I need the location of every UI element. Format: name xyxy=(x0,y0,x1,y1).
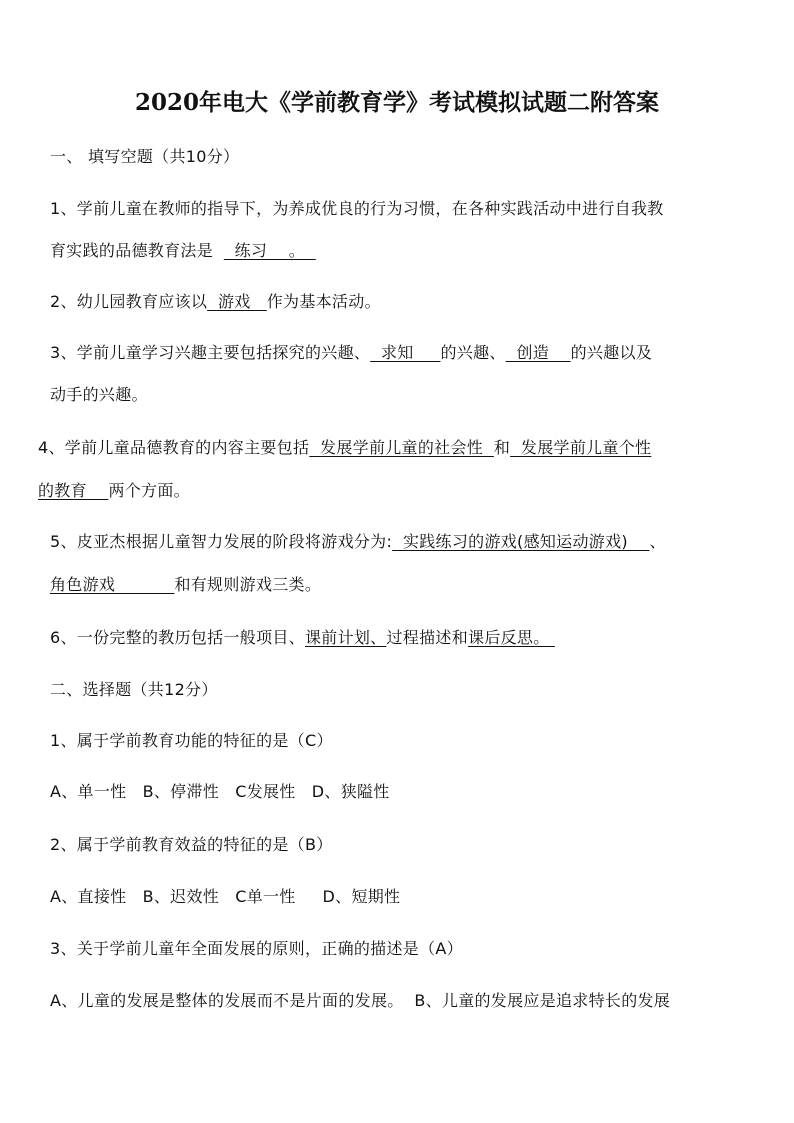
q6-answer1: 课前计划、 xyxy=(304,628,387,647)
q3-answer2: 创造 xyxy=(505,343,571,362)
q5-line1 xyxy=(50,531,666,553)
q4-line2-answer: 的教育 xyxy=(38,481,109,500)
q4-answer1: 发展学前儿童的社会性 xyxy=(309,438,494,457)
mc-q1-stem: 1、属于学前教育功能的特征的是（C） xyxy=(50,731,333,750)
mc-q3-stem: 3、关于学前儿童年全面发展的原则，正确的描述是（A） xyxy=(50,939,463,958)
q6-prefix: 6、一份完整的教历包括一般项目、 xyxy=(50,628,305,647)
document-title: 2020年电大《学前教育学》考试模拟试题二附答案 xyxy=(134,89,659,116)
mc-q1-options-text: A、单一性 B、停滞性 C发展性 D、狭隘性 xyxy=(50,782,390,801)
q5-prefix: 5、皮亚杰根据儿童智力发展的阶段将游戏分为: xyxy=(50,532,393,551)
q2-suffix: 作为基本活动。 xyxy=(266,292,381,311)
q4-line1 xyxy=(38,437,651,459)
q2-prefix: 2、幼儿园教育应该以 xyxy=(50,292,208,311)
q6-line xyxy=(50,627,555,649)
mc-q2-stem: 2、属于学前教育效益的特征的是（B） xyxy=(50,835,333,854)
mc-q3-options-text: A、儿童的发展是整体的发展而不是片面的发展。 B、儿童的发展应是追求特长的发展 xyxy=(50,991,671,1010)
q1-line2-text: 育实践的品德教育法是 xyxy=(50,241,214,260)
q5-line2-answer: 角色游戏 xyxy=(50,575,175,594)
mc-q3-options xyxy=(50,990,670,1012)
q4-line2-suffix: 两个方面。 xyxy=(108,481,190,500)
mc-q1-options xyxy=(50,781,390,803)
q1-line1: 1、学前儿童在教师的指导下，为养成优良的行为习惯，在各种实践活动中进行自我教 xyxy=(50,199,664,218)
q4-answer2: 发展学前儿童个性 xyxy=(510,438,652,457)
mc-q2-options-text: A、直接性 B、迟效性 C单一性 D、短期性 xyxy=(50,887,401,906)
q3-middle: 的兴趣、 xyxy=(440,343,506,362)
section1-heading: 一、 填写空题（共10分） xyxy=(50,147,240,166)
q5-middle: 、 xyxy=(649,532,666,551)
q2-answer: 游戏 xyxy=(207,292,267,311)
q5-line2-suffix: 和有规则游戏三类。 xyxy=(174,575,322,594)
q4-prefix: 4、学前儿童品德教育的内容主要包括 xyxy=(38,438,310,457)
q4-middle: 和 xyxy=(493,438,511,457)
q5-line2 xyxy=(50,574,321,596)
q3-prefix: 3、学前儿童学习兴趣主要包括探究的兴趣、 xyxy=(50,343,371,362)
q3-line1 xyxy=(50,342,652,364)
q1-line2 xyxy=(50,240,316,262)
q5-answer1: 实践练习的游戏(感知运动游戏) xyxy=(392,532,650,551)
q4-line2 xyxy=(38,480,190,502)
mc-q2-options xyxy=(50,886,400,908)
q1-answer: 练习 。 xyxy=(223,241,316,260)
q6-middle: 过程描述和 xyxy=(386,628,469,647)
q6-answer2: 课后反思。 xyxy=(468,628,555,647)
section2-heading: 二、选择题（共12分） xyxy=(50,680,218,699)
q3-suffix: 的兴趣以及 xyxy=(570,343,653,362)
q3-answer1: 求知 xyxy=(370,343,441,362)
q3-line2: 动手的兴趣。 xyxy=(50,385,148,404)
q2-line xyxy=(50,291,381,313)
